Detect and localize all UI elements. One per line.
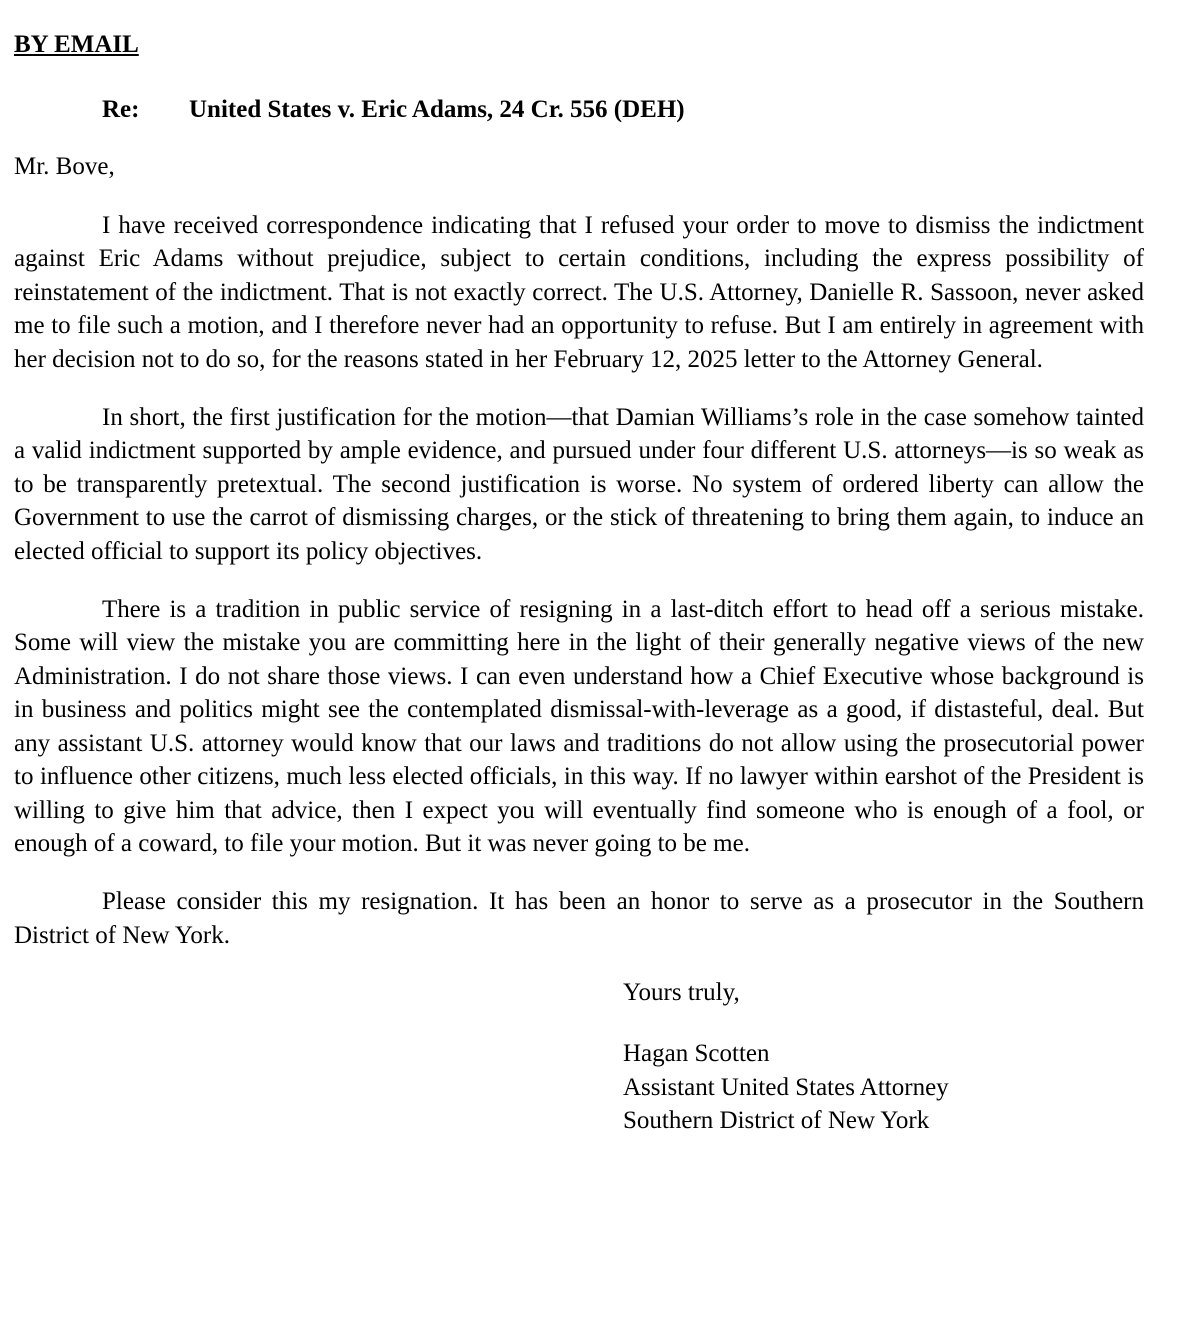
signer-name: Hagan Scotten [623,1040,770,1068]
letter-page [14,28,1144,1138]
signer-office: Southern District of New York [623,1107,930,1135]
salutation: Mr. Bove, [14,153,115,180]
delivery-method-heading: BY EMAIL [14,31,139,58]
body-paragraph-4: Please consider this my resignation. It has been an honor to serve as a prosecutor in the Southern District of New York. [14,888,1144,949]
body-paragraph-1: I have received correspondence indicating that I refused your order to move to dismiss the indictment against Eric Adams without prejudice, subject to certain conditions, including the express possibility of reinstatement of the indictment. That is not exactly correct. The U.S. Attorney, Danielle R. Sassoon, never asked me to file such a motion, and I therefore never had an opportunity to refuse. But I am entirely in agreement with her decision not to do so, for the reasons stated in her February 12, 2025 letter to the Attorney General. [14,212,1144,373]
signer-title: Assistant United States Attorney [623,1073,949,1101]
closing: Yours truly, [623,979,740,1007]
re-subject: United States v. Eric Adams, 24 Cr. 556 (DEH) [189,96,685,123]
re-label: Re: [102,96,140,123]
re-line [102,93,1144,127]
body-paragraph-2: In short, the first justification for the motion—that Damian Williams’s role in the case somehow tainted a valid indictment supported by ample evidence, and pursued under four different U.S. attorneys—is so weak as to be transparently pretextual. The second justification is worse. No system of ordered liberty can allow the Government to use the carrot of dismissing charges, or the stick of threatening to bring them again, to induce an elected official to support its policy objectives. [14,404,1144,565]
signature-block [623,1037,1144,1138]
body-paragraph-3: There is a tradition in public service of resigning in a last-ditch effort to head off a serious mistake. Some will view the mistake you are committing here in the light of their generally negative views of the new Administration. I do not share those views. I can even understand how a Chief Executive whose background is in business and politics might see the contemplated dismissal-with-leverage as a good, if distasteful, deal. But any assistant U.S. attorney would know that our laws and traditions do not allow using the prosecutorial power to influence other citizens, much less elected officials, in this way. If no lawyer within earshot of the President is willing to give him that advice, then I expect you will eventually find someone who is enough of a fool, or enough of a coward, to file your motion. But it was never going to be me. [14,596,1144,857]
